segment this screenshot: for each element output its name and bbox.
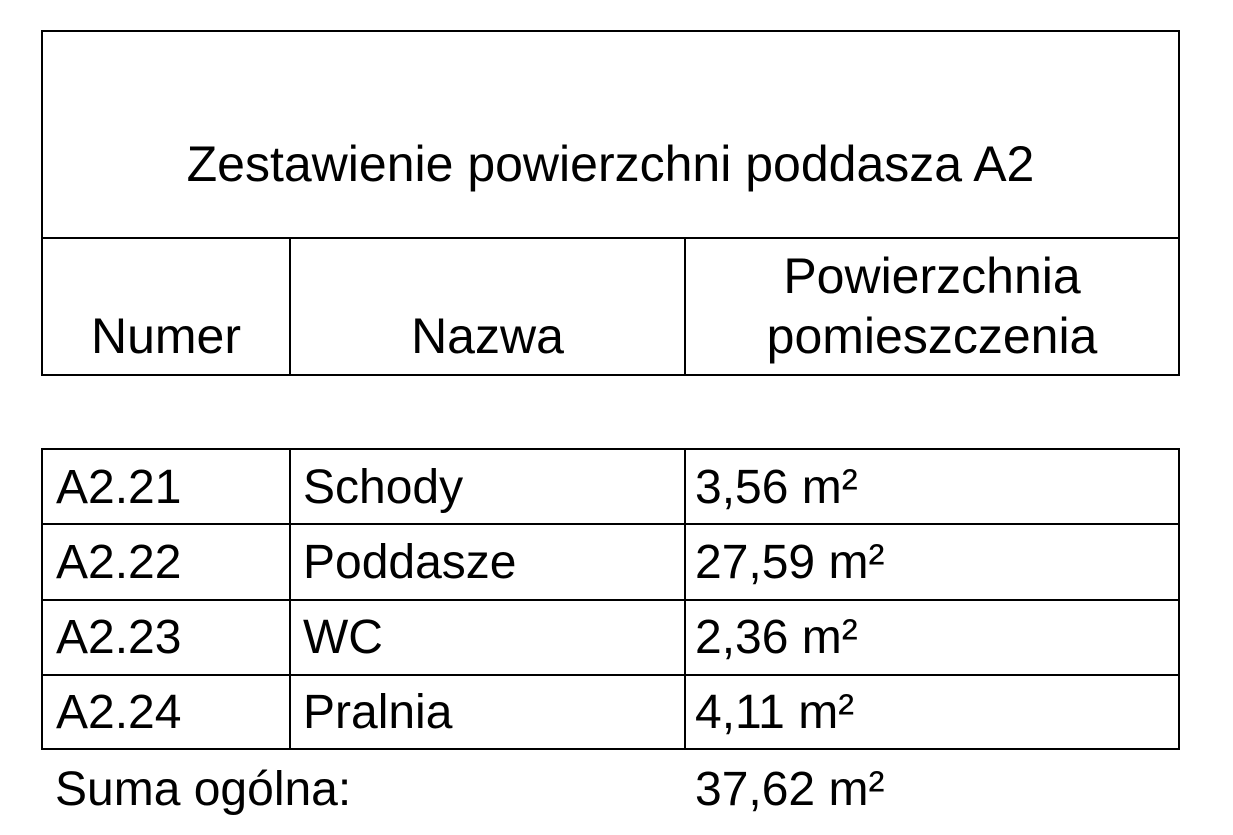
column-header-powierzchnia-line2: pomieszczenia bbox=[766, 308, 1098, 364]
table-row bbox=[43, 450, 1178, 525]
table-title: Zestawienie powierzchni poddasza A2 bbox=[186, 136, 1035, 192]
column-header-nazwa: Nazwa bbox=[411, 308, 564, 364]
cell-numer: A2.21 bbox=[56, 461, 182, 514]
title-divider bbox=[43, 237, 1178, 239]
table-row bbox=[43, 600, 1178, 675]
data-table bbox=[41, 448, 1180, 750]
cell-numer: A2.22 bbox=[56, 536, 182, 589]
total-value: 37,62 m² bbox=[695, 763, 885, 816]
total-label: Suma ogólna: bbox=[55, 763, 352, 816]
cell-nazwa: Schody bbox=[303, 461, 464, 514]
table-row bbox=[43, 525, 1178, 600]
header-table bbox=[41, 30, 1180, 376]
cell-powierzchnia: 3,56 m² bbox=[695, 461, 858, 514]
cell-numer: A2.23 bbox=[56, 611, 182, 664]
cell-powierzchnia: 2,36 m² bbox=[695, 611, 858, 664]
cell-powierzchnia: 4,11 m² bbox=[695, 686, 855, 739]
cell-numer: A2.24 bbox=[56, 686, 182, 739]
column-header-powierzchnia-line1: Powierzchnia bbox=[783, 248, 1081, 304]
cell-nazwa: WC bbox=[303, 611, 383, 664]
cell-powierzchnia: 27,59 m² bbox=[695, 536, 885, 589]
column-header-numer: Numer bbox=[90, 308, 242, 364]
table-row bbox=[43, 675, 1178, 750]
cell-nazwa: Pralnia bbox=[303, 686, 453, 739]
cell-nazwa: Poddasze bbox=[303, 536, 517, 589]
